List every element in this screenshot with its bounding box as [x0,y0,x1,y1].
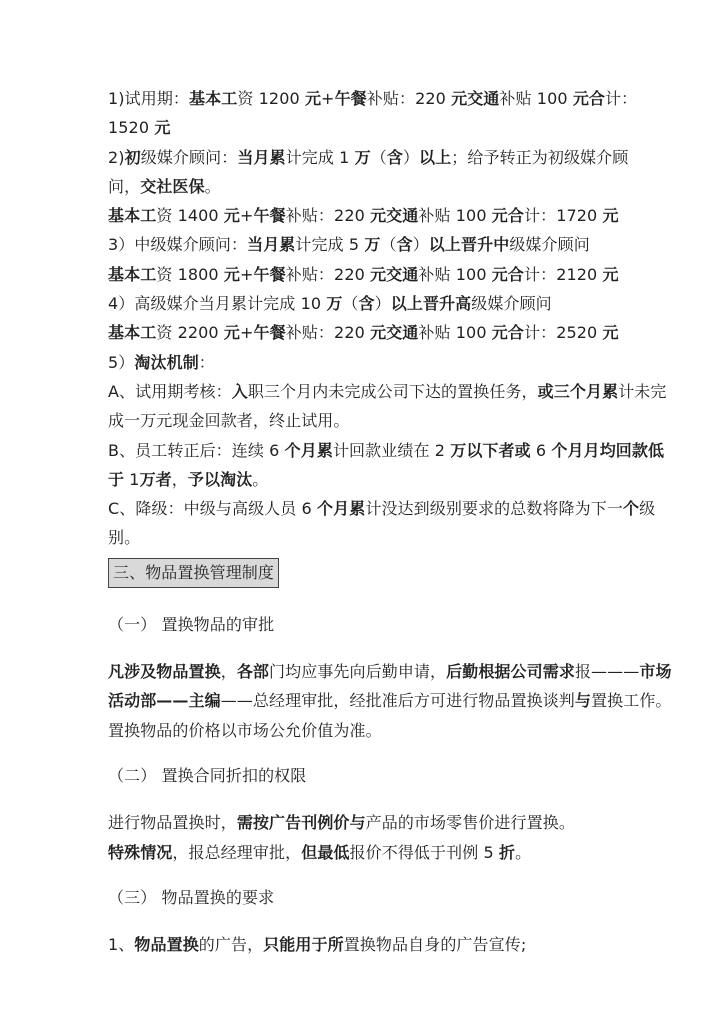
text-run: 凡涉及物品置换 [108,662,221,682]
text-run: 或三个月累 [537,381,619,401]
probation-total-line [108,113,674,142]
text-run: 级别。 [108,499,656,548]
text-run: 级媒介顾问： [140,147,238,167]
text-run: 与 [574,691,592,711]
text-run: 4）高级媒介当月累计完成 10 [108,294,327,314]
text-run: 。 [204,176,221,196]
text-run: 万者 [139,469,172,489]
text-run: 含 [386,147,403,167]
text-run: 基本工 [108,323,157,343]
text-run: 资 2200 [156,323,224,343]
text-run: 基本工 [189,89,238,108]
text-run: 报价不得低于刊例 5 [349,842,499,862]
elimination-item-b [108,436,674,495]
text-run: 元合 [572,89,606,108]
text-run: 计回款业绩在 2 [332,440,451,460]
text-run: C、降级：中级与高级人员 6 [108,499,318,519]
text-run: 补贴：220 [366,89,452,108]
text-run: 6 [530,440,552,460]
text-run: 入 [231,381,248,401]
text-run: 补贴 100 [418,264,492,284]
text-run: 级媒介顾问 [509,235,590,255]
text-run: 交社医保 [140,176,205,196]
text-run: 进行物品置换时， [108,813,237,833]
text-run: 个月累 [284,440,333,460]
text-run: 计完成 5 [295,235,365,255]
text-run: 后勤根据公司需求 [446,662,575,682]
text-run: 元交通 [370,323,419,343]
text-run: 元交通 [370,264,419,284]
document-body [108,84,674,959]
text-run: 万 [326,294,343,314]
text-run: ；给予转正为初级媒介顾 [451,147,629,167]
text-run: + [240,206,254,226]
mid-line [108,230,674,259]
text-run: A、试用期考核： [108,381,232,401]
discount-paragraph-1 [108,808,674,837]
section-heading: 三、物品置换管理制度 [108,558,279,588]
text-run: 补贴 100 [418,206,492,226]
text-run: （ [342,294,359,314]
text-run: 元合 [491,323,524,343]
text-run: 市场活动部——主编 [108,662,672,711]
text-run: 万 [354,147,371,167]
subheading-discount: （二） 置换合同折扣的权限 [108,765,307,785]
text-run: 元 [304,89,322,108]
text-run: 元 [602,206,619,226]
text-run: 3）中级媒介顾问： [108,235,248,255]
text-run: 的广告， [198,935,264,955]
senior-pay-line [108,318,674,347]
text-run: 以上晋升高 [390,294,472,314]
text-run: + [321,89,335,108]
text-run: 元交通 [370,206,419,226]
text-run: （ [380,235,397,255]
text-run: 个月累 [317,499,366,519]
text-run: — [623,662,640,682]
text-run: 含 [396,235,413,255]
text-run: ， [220,662,237,682]
text-run: 门均应事先向后勤申请， [269,662,447,682]
junior-line-cont [108,172,674,201]
text-run: （ [370,147,387,167]
mid-pay-line [108,260,674,289]
text-run: 当月累 [237,147,286,167]
text-run: 元 [223,323,241,343]
probation-line [108,84,674,113]
text-run: 1)试用期： [108,89,190,108]
text-run: 个 [622,499,640,519]
text-run: 计未完成一万元现金回款者，终止试用。 [108,381,667,431]
text-run: 基本工 [108,206,157,226]
text-run: 职三个月内未完成公司下达的置换任务， [247,381,538,401]
text-run: 元 [154,118,171,138]
text-run: 补贴 100 [418,323,492,343]
text-run: 以上 [419,147,452,167]
text-run: 元合 [491,206,524,226]
text-run: ： [198,352,215,372]
requirement-item-1 [108,930,674,959]
text-run: 午餐 [253,323,286,343]
text-run: 补贴：220 [285,264,371,284]
elimination-item-c [108,494,674,553]
text-run: 产品的市场零售价进行置换。 [365,813,575,833]
text-run: 问， [108,176,141,196]
text-run: 物品置换 [134,935,199,955]
elimination-title [108,348,674,377]
text-run: + [240,264,254,284]
text-run: 计：1720 [524,206,603,226]
text-run: 以上晋升中 [428,235,510,255]
text-run: ——总经理审批，经批准后方可进行物品置换谈判 [220,691,575,711]
text-run: 折 [498,842,516,862]
text-run: 当月累 [247,235,296,255]
text-run: 元 [602,323,619,343]
text-run: 予以淘汰 [187,469,253,489]
text-run: 元 [223,264,241,284]
text-run: 1 [124,469,140,489]
text-run: + [240,323,254,343]
text-run: 基本工 [108,264,157,284]
text-run: ） [402,147,420,167]
text-run: 计： [605,89,638,108]
text-run: 2) [108,147,125,167]
text-run: ，报总经理审批， [172,842,302,862]
text-run: 需按广告刊例价与 [236,813,366,833]
text-run: 补贴 100 [499,89,573,108]
text-run: 元 [223,206,241,226]
elimination-item-a [108,377,674,436]
text-run: 资 1200 [237,89,305,108]
text-run: 初 [124,147,141,167]
text-run: 午餐 [253,206,286,226]
approval-paragraph [108,657,674,745]
text-run: 置换工作。置换物品的价格以市场公允价值为准。 [108,691,672,740]
text-run: 元交通 [451,89,500,108]
text-run: 计：2120 [524,264,603,284]
text-run: ） [412,235,429,255]
text-run: 报—— [574,662,624,682]
text-run: 补贴：220 [285,323,371,343]
subheading-requirements: （三） 物品置换的要求 [108,887,275,907]
text-run: 级媒介顾问 [471,294,552,314]
text-run: ） [374,294,391,314]
text-run: 计：2520 [524,323,603,343]
text-run: 特殊情况 [108,842,173,862]
text-run: 5） [108,352,135,372]
text-run: 计完成 1 [285,147,355,167]
text-run: 元合 [491,264,524,284]
text-run: 只能用于所 [263,935,344,955]
text-run: 万以下者或 [450,440,531,460]
discount-paragraph-2 [108,838,674,867]
text-run: 万 [364,235,381,255]
text-run: 午餐 [334,89,367,108]
text-run: 补贴：220 [285,206,371,226]
senior-line [108,289,674,318]
junior-line [108,143,674,172]
text-run: 但最低 [301,842,350,862]
text-run: 置换物品自身的广告宣传; [343,935,527,955]
text-run: 淘汰机制 [134,352,199,372]
text-run: 。 [252,469,269,489]
text-run: 元 [602,264,619,284]
text-run: 。 [515,842,532,862]
text-run: 1520 [108,118,155,138]
text-run: B、员工转正后：连续 6 [108,440,285,460]
text-run: 含 [358,294,375,314]
text-run: 资 1400 [156,206,224,226]
text-run: 计没达到级别要求的总数将降为下一 [365,499,623,519]
text-run: 个月月均回款低于 [108,440,665,489]
text-run: 1、 [108,935,135,955]
text-run: 各部 [236,662,270,682]
text-run: 午餐 [253,264,286,284]
text-run: 资 1800 [156,264,224,284]
subheading-approval: （一） 置换物品的审批 [108,614,275,634]
text-run: ， [171,469,188,489]
junior-pay-line [108,201,674,230]
